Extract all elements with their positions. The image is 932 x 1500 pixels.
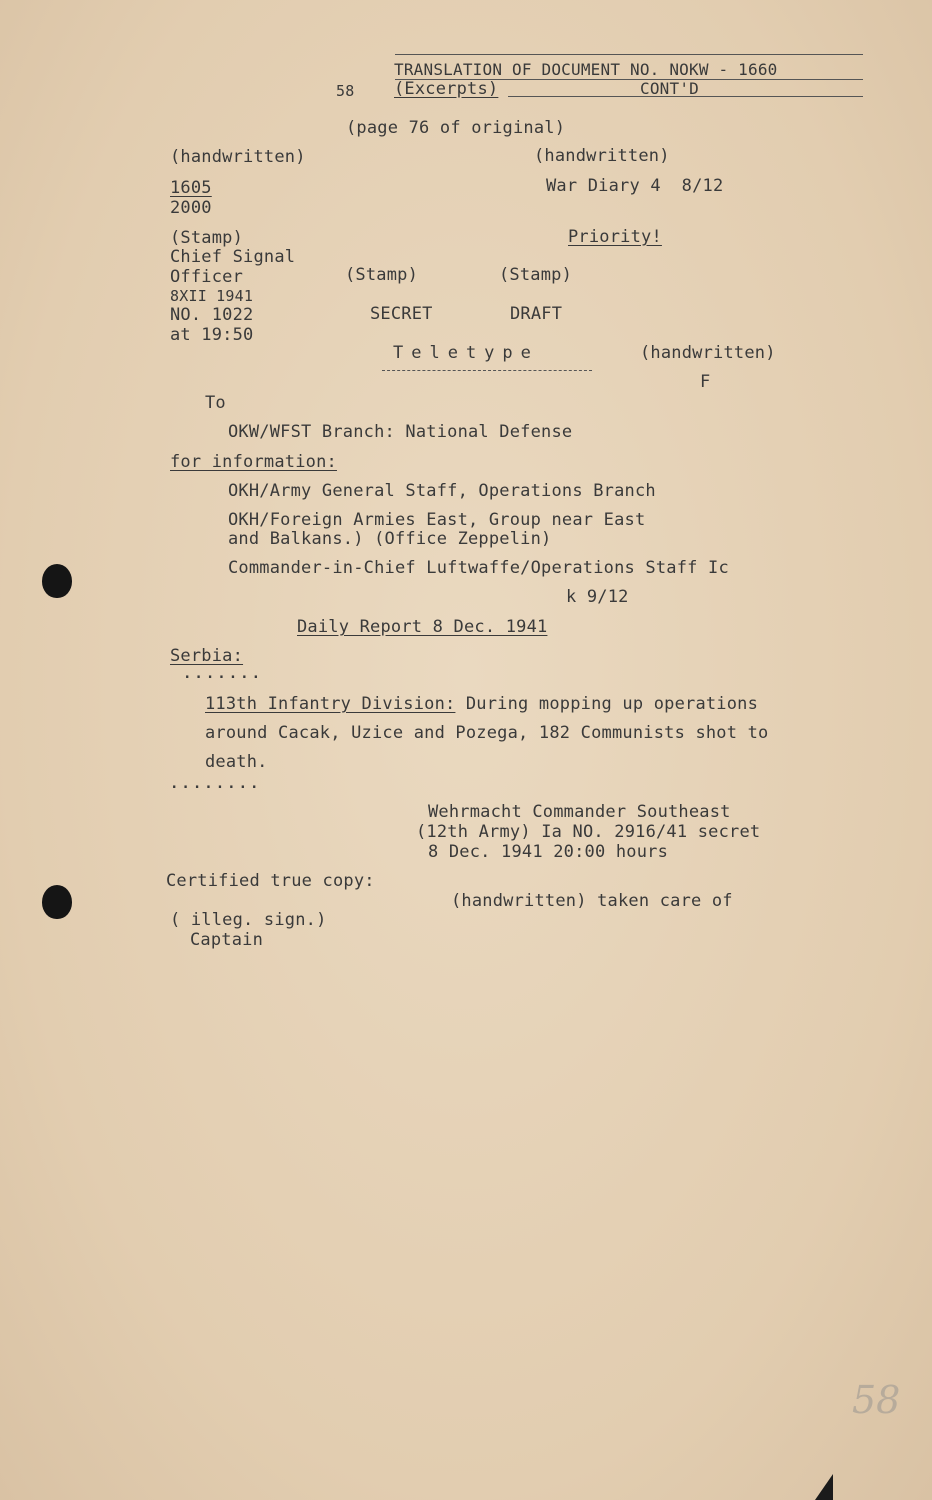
signature: ( illeg. sign.) xyxy=(170,910,327,930)
sender-line: 8 Dec. 1941 20:00 hours xyxy=(428,842,669,862)
page-of-original: (page 76 of original) xyxy=(346,118,566,138)
punch-hole xyxy=(42,564,72,598)
left-handwritten-label: (handwritten) xyxy=(170,147,306,167)
document-title: TRANSLATION OF DOCUMENT NO. NOKW - 1660 xyxy=(394,60,778,79)
k-note: k 9/12 xyxy=(566,587,629,607)
info-recipient: and Balkans.) (Office Zeppelin) xyxy=(228,529,552,549)
teletype-underline xyxy=(382,370,592,371)
stamp-line: NO. 1022 xyxy=(170,305,254,325)
info-recipient: OKH/Foreign Armies East, Group near East xyxy=(228,510,646,530)
info-recipient: Commander-in-Chief Luftwaffe/Operations Staff Ic xyxy=(228,558,729,578)
certified-label: Certified true copy: xyxy=(166,871,375,891)
stamp-line: Officer xyxy=(170,267,244,287)
serbia-heading: Serbia: xyxy=(170,646,244,666)
war-diary: War Diary 4 8/12 xyxy=(546,176,724,196)
page-number: 58 xyxy=(336,82,355,100)
left-stamp-label: (Stamp) xyxy=(170,228,244,248)
to-recipient: OKW/WFST Branch: National Defense xyxy=(228,422,573,442)
sender-line: Wehrmacht Commander Southeast xyxy=(428,802,731,822)
stamp-line: at 19:50 xyxy=(170,325,254,345)
to-label: To xyxy=(205,393,226,413)
contd-label: CONT'D xyxy=(640,79,699,98)
division-text-line: death. xyxy=(205,752,268,772)
right-handwritten-label: (handwritten) xyxy=(534,146,670,166)
page-corner xyxy=(815,1474,833,1500)
sender-line: (12th Army) Ia NO. 2916/41 secret xyxy=(416,822,761,842)
excerpts-label: (Excerpts) xyxy=(394,79,499,99)
daily-report-title: Daily Report 8 Dec. 1941 xyxy=(297,617,548,637)
stamp-secret-label: (Stamp) xyxy=(345,265,419,285)
handwritten-number-2: 2000 xyxy=(170,198,212,218)
stamp-line: 8XII 1941 xyxy=(170,287,254,305)
stamp-draft-label: (Stamp) xyxy=(499,265,573,285)
right-handwritten-label-2: (handwritten) xyxy=(640,343,776,363)
signature-rank: Captain xyxy=(190,930,264,950)
punch-hole xyxy=(42,885,72,919)
info-recipient: OKH/Army General Staff, Operations Branch xyxy=(228,481,656,501)
division-text-line: around Cacak, Uzice and Pozega, 182 Communists shot to xyxy=(205,723,769,743)
ellipsis-dots: ........ xyxy=(170,776,262,792)
handwritten-f: F xyxy=(700,372,711,392)
stamp-draft: DRAFT xyxy=(510,304,563,324)
priority-label: Priority! xyxy=(568,227,662,247)
handwritten-taken-care: (handwritten) taken care of xyxy=(451,891,733,911)
pencil-page-mark: 58 xyxy=(852,1378,901,1422)
ellipsis-dots: ....... xyxy=(183,666,264,682)
handwritten-number-1: 1605 xyxy=(170,178,212,198)
header-bottom-rule xyxy=(508,96,863,97)
stamp-secret: SECRET xyxy=(370,304,433,324)
division-text: During mopping up operations xyxy=(455,694,759,714)
teletype-heading: Teletype xyxy=(393,343,539,363)
division-label: 113th Infantry Division: xyxy=(205,694,456,714)
stamp-line: Chief Signal xyxy=(170,247,296,267)
header-top-rule xyxy=(395,54,863,55)
for-information-label: for information: xyxy=(170,452,337,472)
division-entry xyxy=(205,694,758,714)
